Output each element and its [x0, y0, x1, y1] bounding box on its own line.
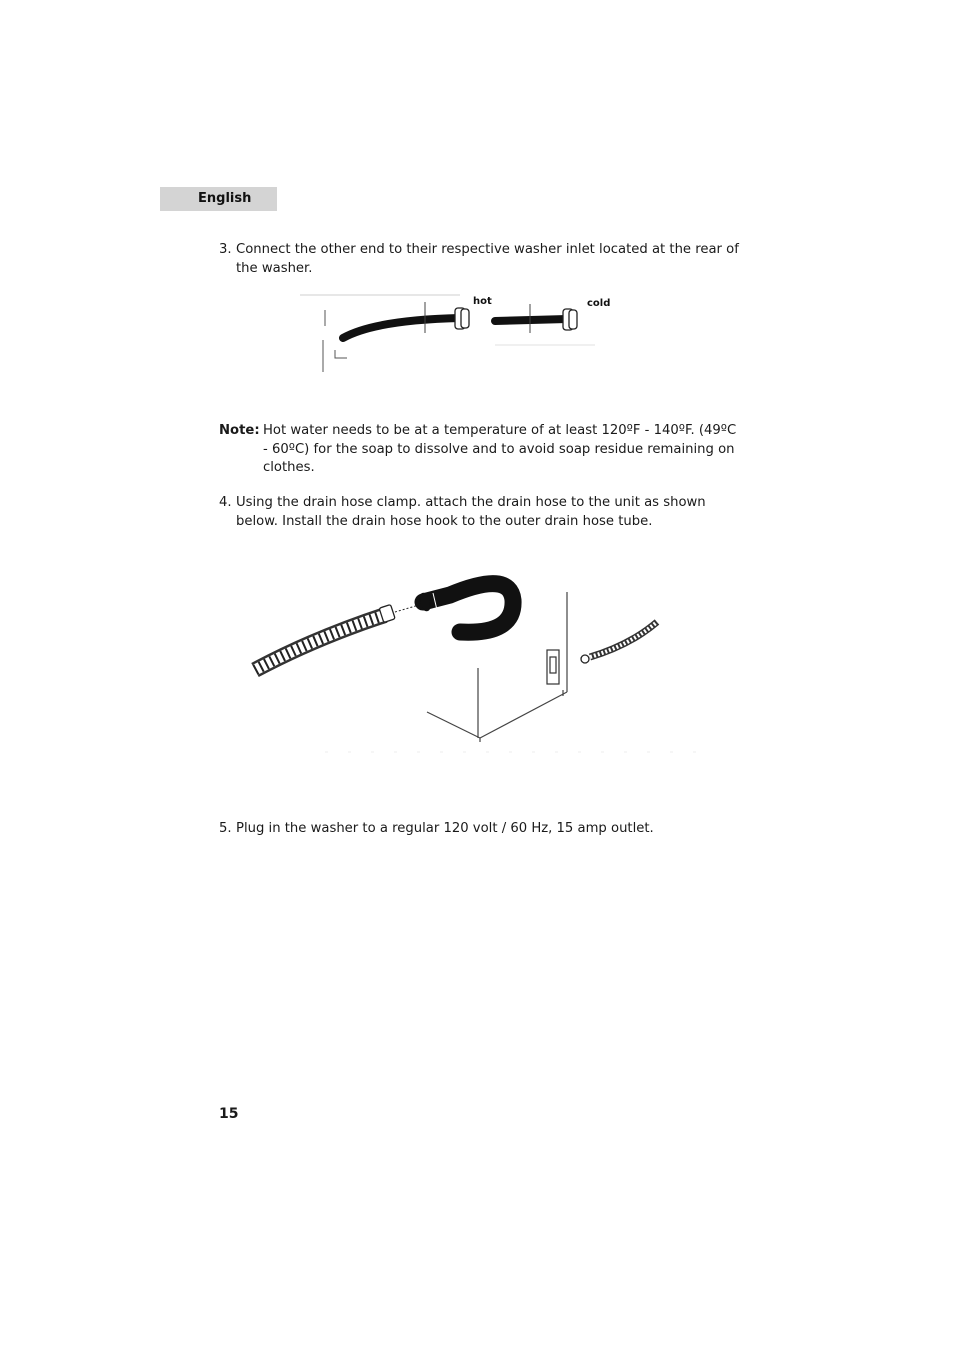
step-5	[219, 820, 739, 839]
step-number: 4.	[219, 495, 232, 510]
note-label: Note:	[219, 423, 260, 438]
inlet-hoses-figure	[295, 288, 615, 376]
note-text: Hot water needs to be at a temperature of at least 120ºF - 140ºF. (49ºC - 60ºC) for the soap to dissolve and to avoid soap residue remaining on clothes.	[263, 423, 737, 475]
drain-hose-hook	[418, 584, 513, 633]
hot-label: hot	[473, 296, 492, 307]
step-text: Using the drain hose clamp. attach the drain hose to the unit as shown below. Install the drain hose hook to the outer drain hose tube.	[236, 495, 706, 529]
cold-hose	[495, 304, 577, 333]
hot-hose	[343, 302, 469, 338]
step-text: Connect the other end to their respective washer inlet located at the rear of the washer.	[236, 242, 739, 276]
note	[219, 422, 739, 478]
outer-drain-hose	[581, 622, 657, 663]
drain-hose-figure	[245, 560, 715, 760]
step-number: 3.	[219, 242, 232, 257]
cold-label: cold	[587, 298, 611, 309]
step-3	[219, 241, 739, 278]
page-number: 15	[219, 1106, 239, 1122]
corrugated-drain-hose	[255, 604, 395, 670]
step-number: 5.	[219, 821, 232, 836]
step-4	[219, 494, 739, 531]
step-text: Plug in the washer to a regular 120 volt / 60 Hz, 15 amp outlet.	[236, 821, 654, 836]
washer-body	[427, 592, 567, 742]
language-tab: English	[160, 187, 277, 211]
